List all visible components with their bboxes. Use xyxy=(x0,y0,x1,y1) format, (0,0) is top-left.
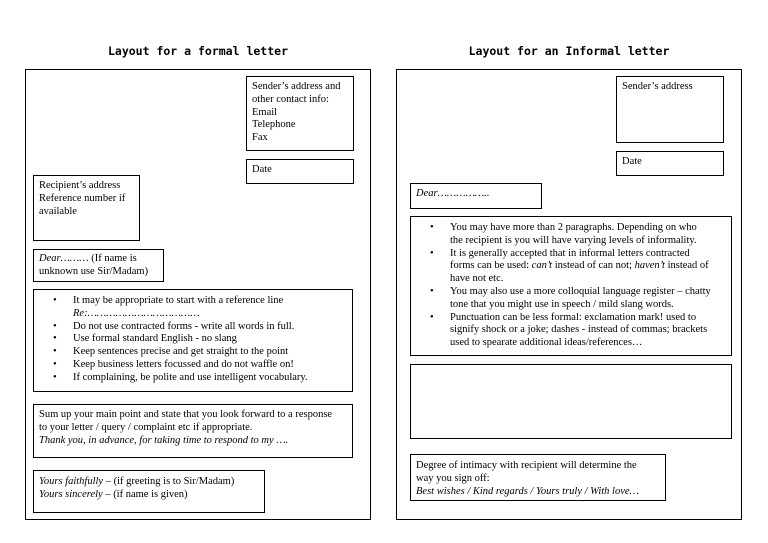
informal-signoff-line: Best wishes / Kind regards / Yours truly / With love… xyxy=(416,485,639,497)
informal-bullet-example: can’t xyxy=(531,260,553,272)
formal-sender-line: other contact info: xyxy=(252,93,329,105)
formal-closing-box xyxy=(33,404,353,458)
informal-bullet-example: haven’t xyxy=(634,260,665,272)
formal-signoff-box xyxy=(33,470,265,513)
informal-signoff-line: Degree of intimacy with recipient will determine the xyxy=(416,460,637,471)
formal-recipient-line: Recipient’s address xyxy=(39,180,121,191)
formal-greeting-note-2: unknown use Sir/Madam) xyxy=(39,265,149,277)
informal-date-label: Date xyxy=(622,156,642,167)
formal-signoff-faithfully: Yours faithfully xyxy=(39,476,104,487)
formal-greeting-note: (If name is xyxy=(88,253,137,264)
informal-bullet-text: signify shock or a joke; dashes - instead of commas; brackets xyxy=(450,324,708,336)
informal-bullet-text: • Punctuation can be less formal: exclamation mark! used to xyxy=(450,311,697,323)
informal-signoff-box xyxy=(410,454,666,501)
formal-bullet-list xyxy=(39,295,347,385)
formal-date-label: Date xyxy=(252,164,272,175)
formal-greeting-salutation: Dear……… xyxy=(39,253,89,264)
informal-bullet-text: • You may have more than 2 paragraphs. Depending on who xyxy=(450,222,697,233)
informal-bullet-item xyxy=(450,248,726,286)
formal-recipient-line: Reference number if xyxy=(39,192,126,204)
informal-closing-box xyxy=(410,364,732,439)
informal-bullet-text: forms can be used: xyxy=(450,260,532,272)
formal-signoff-faithfully-note: – (if greeting is to Sir/Madam) xyxy=(103,476,235,487)
informal-bullet-text: the recipient is you will have varying levels of informality. xyxy=(450,234,697,246)
informal-bullet-list xyxy=(416,222,726,350)
formal-closing-line: Sum up your main point and state that you look forward to a response xyxy=(39,409,333,420)
formal-sender-line: Telephone xyxy=(252,119,296,131)
formal-bullet-item: • Do not use contracted forms - write all words in full. xyxy=(73,321,347,334)
formal-bullet-item: • If complaining, be polite and use intelligent vocabulary. xyxy=(73,372,347,385)
formal-sender-line: Fax xyxy=(252,132,268,144)
informal-sender-box xyxy=(616,76,724,143)
formal-bullet-item: • Keep sentences precise and get straight to the point xyxy=(73,346,347,359)
informal-bullet-text: • It is generally accepted that in informal letters contracted xyxy=(450,247,690,259)
informal-bullet-text: have not etc. xyxy=(450,273,504,285)
formal-bullet-item: • Use formal standard English - no slang xyxy=(73,333,347,346)
informal-greeting-box xyxy=(410,183,542,209)
informal-signoff-line: way you sign off: xyxy=(416,472,490,484)
informal-bullet-item xyxy=(450,312,726,350)
formal-signoff-sincerely: Yours sincerely xyxy=(39,488,103,500)
formal-recipient-box xyxy=(33,175,140,241)
formal-signoff-sincerely-note: – (if name is given) xyxy=(102,488,188,500)
formal-sender-line: Sender’s address and xyxy=(252,81,341,92)
formal-closing-line: Thank you, in advance, for taking time to respond to my …. xyxy=(39,434,289,446)
informal-bullet-item xyxy=(450,222,726,248)
formal-bullet-subtext: Re:……………………………… xyxy=(73,307,200,319)
informal-bullet-item xyxy=(450,286,726,312)
formal-greeting-box xyxy=(33,249,164,282)
formal-sender-box xyxy=(246,76,354,151)
informal-body-box xyxy=(410,216,732,356)
formal-date-box xyxy=(246,159,354,184)
informal-sender-label: Sender’s address xyxy=(622,81,693,92)
formal-bullet-item xyxy=(73,295,347,321)
formal-title: Layout for a formal letter xyxy=(107,44,288,58)
formal-bullet-item: • Keep business letters focussed and do not waffle on! xyxy=(73,359,347,372)
formal-recipient-line: available xyxy=(39,205,77,217)
informal-bullet-text: used to spearate additional ideas/references… xyxy=(450,337,643,349)
informal-date-box xyxy=(616,151,724,176)
informal-title: Layout for an Informal letter xyxy=(468,44,670,58)
formal-sender-line: Email xyxy=(252,106,278,118)
informal-bullet-text: tone that you might use in speech / mild slang words. xyxy=(450,298,674,310)
formal-closing-line: to your letter / query / complaint etc if appropriate. xyxy=(39,421,253,433)
informal-bullet-text: instead of can not; xyxy=(552,260,635,272)
formal-body-box xyxy=(33,289,353,392)
formal-bullet-text: • It may be appropriate to start with a reference line xyxy=(73,295,284,306)
informal-greeting-salutation: Dear…………….. xyxy=(416,188,490,199)
informal-bullet-text: instead of xyxy=(664,260,709,272)
informal-bullet-text: • You may also use a more colloquial language register – chatty xyxy=(450,285,711,297)
